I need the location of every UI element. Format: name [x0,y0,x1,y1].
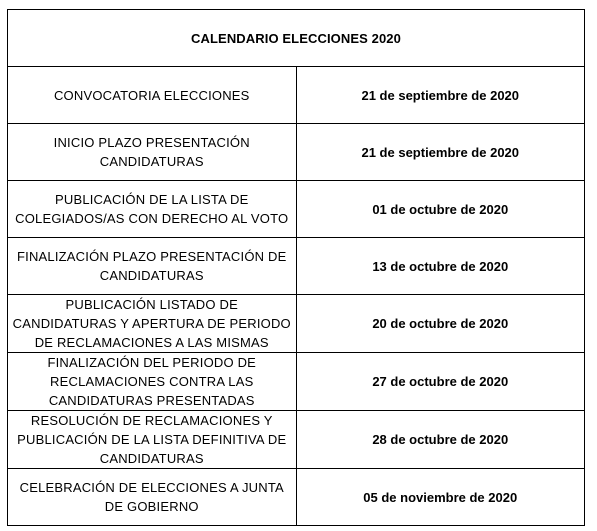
event-cell: CELEBRACIÓN DE ELECCIONES A JUNTA DE GOBIERNO [8,469,297,526]
table-row [8,295,585,353]
date-cell: 13 de octubre de 2020 [296,238,585,295]
election-calendar-table [7,9,585,526]
table-row [8,238,585,295]
table-row [8,67,585,124]
date-cell: 27 de octubre de 2020 [296,353,585,411]
date-cell: 20 de octubre de 2020 [296,295,585,353]
table-row [8,469,585,526]
date-cell: 01 de octubre de 2020 [296,181,585,238]
date-cell: 28 de octubre de 2020 [296,411,585,469]
table-title: CALENDARIO ELECCIONES 2020 [8,10,585,67]
event-cell: FINALIZACIÓN DEL PERIODO DE RECLAMACIONES CONTRA LAS CANDIDATURAS PRESENTADAS [8,353,297,411]
table-row [8,124,585,181]
event-cell: PUBLICACIÓN LISTADO DE CANDIDATURAS Y APERTURA DE PERIODO DE RECLAMACIONES A LAS MISMAS [8,295,297,353]
date-cell: 21 de septiembre de 2020 [296,124,585,181]
event-cell: INICIO PLAZO PRESENTACIÓN CANDIDATURAS [8,124,297,181]
event-cell: CONVOCATORIA ELECCIONES [8,67,297,124]
event-cell: PUBLICACIÓN DE LA LISTA DE COLEGIADOS/AS CON DERECHO AL VOTO [8,181,297,238]
event-cell: RESOLUCIÓN DE RECLAMACIONES Y PUBLICACIÓN DE LA LISTA DEFINITIVA DE CANDIDATURAS [8,411,297,469]
date-cell: 05 de noviembre de 2020 [296,469,585,526]
event-cell: FINALIZACIÓN PLAZO PRESENTACIÓN DE CANDIDATURAS [8,238,297,295]
table-row [8,353,585,411]
date-cell: 21 de septiembre de 2020 [296,67,585,124]
table-row [8,181,585,238]
table-row [8,411,585,469]
table-header-row [8,10,585,67]
